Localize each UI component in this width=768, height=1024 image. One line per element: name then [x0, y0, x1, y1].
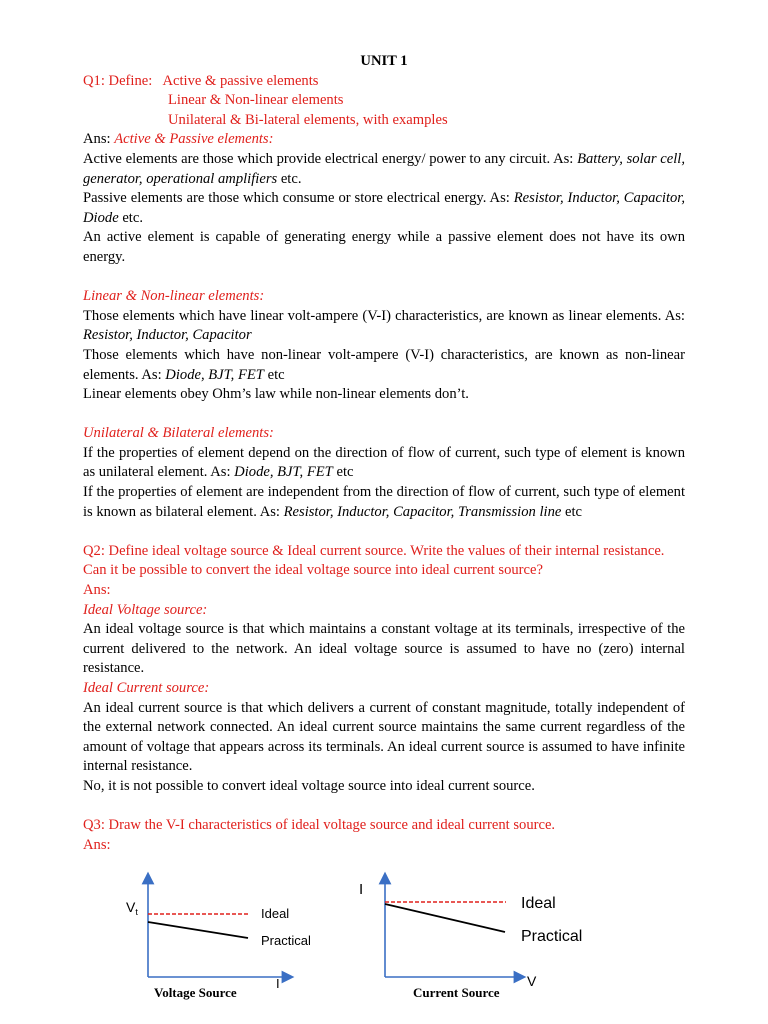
current-ideal-label: Ideal — [521, 895, 556, 912]
s1-p2-tail: etc. — [118, 209, 143, 226]
spacer — [83, 268, 685, 288]
q2-ans-label: Ans: — [83, 582, 111, 599]
s1-paragraph-3: An active element is capable of generating energy while a passive element does not have its own energy. — [83, 229, 685, 265]
current-caption: Current Source — [413, 985, 500, 1000]
q3-question: Q3: Draw the V-I characteristics of ideal voltage source and ideal current source. — [83, 817, 556, 834]
spacer — [83, 405, 685, 425]
q2-paragraph-conclusion: No, it is not possible to convert ideal voltage source into ideal current source. — [83, 777, 535, 794]
vi-graphs-svg — [118, 862, 583, 1007]
s2-p1-examples: Resistor, Inductor, Capacitor — [83, 327, 252, 344]
s2-p2-text: Those elements which have non-linear volt-ampere (V-I) characteristics, are known as non-linear elements. As: — [83, 346, 685, 383]
question-1 — [83, 72, 685, 131]
voltage-practical-label: Practical — [261, 933, 311, 948]
section-linear-nonlinear — [83, 287, 685, 405]
s2-heading: Linear & Non-linear elements: — [83, 288, 265, 305]
q1-line-2: Linear & Non-linear elements — [168, 92, 344, 109]
s1-p2-text: Passive elements are those which consume or store electrical energy. As: — [83, 190, 514, 207]
unit-title: UNIT 1 — [360, 53, 408, 69]
q3-ans-label: Ans: — [83, 836, 111, 853]
spacer — [83, 797, 685, 817]
s3-p1-examples: Diode, BJT, FET — [234, 464, 333, 481]
section-unilateral-bilateral — [83, 424, 685, 522]
q1-line-3: Unilateral & Bi-lateral elements, with examples — [168, 111, 448, 128]
q2-paragraph-current: An ideal current source is that which delivers a current of constant magnitude, totally independent of the external network connected. An ideal current source maintains the same current regardless of the amount of voltage that appears across its terminals. An ideal current source is assumed to have infinite internal resistance. — [83, 699, 685, 775]
voltage-y-axis-subscript: t — [135, 907, 138, 917]
current-x-axis-label: V — [527, 973, 537, 989]
q2-question: Q2: Define ideal voltage source & Ideal current source. Write the values of their internal resistance. Can it be possible to convert the ideal voltage source into ideal current source? — [83, 542, 665, 579]
s1-p2-examples: Resistor, Inductor, Capacitor, Diode — [83, 190, 686, 226]
document-page — [83, 52, 685, 855]
s2-paragraph-1 — [83, 307, 685, 346]
s1-paragraph-1 — [83, 150, 685, 189]
s3-p2-tail: etc — [561, 503, 583, 520]
spacer — [83, 522, 685, 542]
q2-heading-voltage: Ideal Voltage source: — [83, 601, 208, 618]
s3-heading: Unilateral & Bilateral elements: — [83, 425, 274, 442]
vi-characteristics-figure — [118, 862, 583, 1007]
current-practical-label: Practical — [521, 928, 583, 945]
question-3 — [83, 816, 685, 855]
s2-p1-text: Those elements which have linear volt-ampere (V-I) characteristics, are known as linear elements. As: — [83, 307, 685, 324]
voltage-source-graph — [126, 878, 311, 1000]
s2-paragraph-2 — [83, 346, 685, 385]
current-y-axis-label: I — [359, 881, 364, 898]
q1-line-1: Q1: Define: Active & passive elements — [83, 72, 319, 89]
s2-p2-tail: etc — [263, 366, 285, 383]
s1-p1-text: Active elements are those which provide electrical energy/ power to any circuit. As: — [83, 150, 578, 167]
voltage-x-axis-label: I — [276, 976, 280, 991]
voltage-ideal-label: Ideal — [261, 906, 290, 921]
s2-paragraph-3: Linear elements obey Ohm’s law while non-linear elements don’t. — [83, 386, 469, 403]
s1-p1-examples: Battery, solar cell, generator, operational amplifiers — [83, 150, 685, 187]
q2-heading-current: Ideal Current source: — [83, 680, 210, 696]
s1-paragraph-2 — [83, 189, 685, 228]
section-active-passive — [83, 130, 685, 267]
s1-p1-tail: etc. — [277, 170, 302, 187]
s1-heading: Active & Passive elements: — [114, 131, 274, 148]
s2-p2-examples: Diode, BJT, FET — [165, 366, 264, 383]
voltage-practical-line — [148, 922, 248, 938]
voltage-caption: Voltage Source — [154, 985, 237, 1000]
s3-paragraph-1 — [83, 444, 685, 483]
s3-p1-text: If the properties of element depend on the direction of flow of current, such type of element is known as unilateral element. As: — [83, 444, 685, 481]
s3-paragraph-2 — [83, 483, 685, 522]
current-practical-line — [385, 904, 505, 932]
current-source-graph — [359, 878, 582, 1000]
voltage-y-axis-label: $V_t$ — [126, 899, 138, 917]
q2-paragraph-voltage: An ideal voltage source is that which maintains a constant voltage at its terminals, irrespective of the current delivered to the network. An ideal voltage source is assumed to have no (zero) internal resistance. — [83, 621, 685, 677]
ans-label: Ans: — [83, 131, 115, 148]
s1-heading-line — [83, 130, 685, 150]
question-2 — [83, 542, 685, 797]
s3-p2-text: If the properties of element are independent from the direction of flow of current, such type of element is known as bilateral element. As: — [83, 484, 685, 520]
s3-p1-tail: etc — [332, 464, 354, 481]
s3-p2-examples: Resistor, Inductor, Capacitor, Transmission line — [283, 503, 562, 520]
